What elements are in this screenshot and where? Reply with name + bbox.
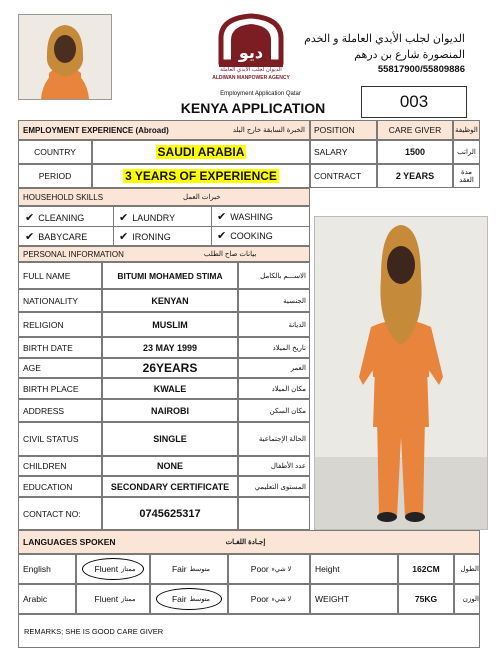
salary-value-cell — [377, 140, 453, 164]
logo-english-text: ALDIWAN MANPOWER AGENCY — [212, 75, 290, 81]
language-fair-ar: متوسط — [189, 566, 211, 573]
period-label: PERIOD — [38, 171, 72, 181]
check-icon: ✔ — [119, 212, 129, 224]
personal-ar-cell — [238, 497, 310, 530]
personal-ar: المستوى التعليمي — [254, 483, 306, 491]
language-poor-label: Poor — [250, 564, 269, 574]
personal-ar: مكان الميلاد — [271, 385, 306, 393]
remarks-text: REMARKS; SHE IS GOOD CARE GIVER — [24, 626, 164, 636]
selection-circle — [82, 558, 144, 580]
personal-label-cell — [18, 422, 102, 456]
language-poor-cell — [228, 554, 310, 584]
personal-label-cell — [18, 289, 102, 312]
check-icon: ✔ — [25, 231, 35, 243]
personal-value: 26YEARS — [142, 361, 198, 375]
position-ar-cell — [453, 120, 480, 140]
height-ar-cell — [454, 554, 480, 584]
check-icon: ✔ — [119, 231, 129, 243]
skill-cleaning: ✔ CLEANING — [25, 212, 85, 224]
personal-ar: عدد الأطفال — [270, 463, 306, 470]
period-value-cell — [92, 164, 310, 188]
languages-header-ar: إجـادة اللغـات — [225, 539, 266, 546]
reference-number: 003 — [399, 92, 429, 111]
country-label: COUNTRY — [34, 147, 76, 157]
language-fluent-label: Fluent — [94, 564, 119, 574]
personal-ar: الاســـم بالكامل — [260, 272, 306, 280]
language-fluent-ar: ممتاز — [121, 566, 136, 573]
selection-circle — [156, 588, 222, 610]
personal-label: CONTACT NO: — [23, 508, 81, 519]
skill-ironing: ✔ IRONING — [119, 231, 171, 243]
personal-value-cell — [102, 399, 238, 422]
language-poor-ar: لا شيء — [271, 566, 292, 573]
personal-ar-cell — [238, 312, 310, 337]
personal-ar-cell — [238, 358, 310, 378]
position-label: POSITION — [314, 125, 355, 135]
form-subtitle: Employment Application Qatar — [220, 91, 301, 97]
personal-label-cell — [18, 337, 102, 358]
contract-ar: مدة العقد — [459, 169, 474, 184]
languages-header — [18, 530, 480, 554]
personal-label-cell — [18, 476, 102, 497]
personal-value-cell — [102, 497, 238, 530]
personal-value-cell — [102, 422, 238, 456]
personal-value: NAIROBI — [151, 405, 189, 416]
agency-arabic-line2: المنصورة شارع بن درهم — [354, 49, 465, 61]
personal-ar-cell — [238, 378, 310, 399]
contract-value: 2 YEARS — [395, 171, 435, 181]
position-label-cell — [310, 120, 377, 140]
agency-arabic-line1: الديوان لجلب الأيدي العاملة و الخدم — [304, 33, 465, 45]
personal-label-cell — [18, 497, 102, 530]
personal-label-cell — [18, 312, 102, 337]
personal-value-cell — [102, 262, 238, 289]
skills-header-en: HOUSEHOLD SKILLS — [23, 192, 104, 202]
weight-ar: الوزن — [462, 596, 479, 603]
personal-label: FULL NAME — [23, 270, 71, 281]
personal-value: KWALE — [153, 383, 187, 394]
period-label-cell — [18, 164, 92, 188]
personal-ar: العمر — [290, 365, 306, 372]
language-fair-label: Fair — [171, 564, 187, 574]
language-fluent-ar: ممتاز — [121, 596, 136, 603]
language-name: Arabic — [23, 594, 48, 604]
language-poor-cell — [228, 584, 310, 614]
personal-value-cell — [102, 358, 238, 378]
contract-label-cell — [310, 164, 377, 188]
skill-washing: ✔ WASHING — [217, 211, 273, 223]
personal-value: SINGLE — [153, 434, 187, 444]
contract-ar-cell — [453, 164, 480, 188]
personal-label: CIVIL STATUS — [23, 434, 79, 444]
logo-arabic-text: الديوان لجلب الأيدي العاملة — [220, 67, 282, 73]
language-fair-ar: متوسط — [189, 596, 211, 603]
languages-header-en: LANGUAGES SPOKEN — [23, 537, 116, 547]
reference-number-box — [361, 86, 467, 118]
personal-ar-cell — [238, 476, 310, 497]
personal-ar: مكان السكن — [269, 407, 306, 415]
check-icon: ✔ — [217, 211, 227, 223]
weight-value-cell — [398, 584, 454, 614]
personal-label-cell — [18, 358, 102, 378]
skill-babycare: ✔ BABYCARE — [25, 231, 88, 243]
language-poor-label: Poor — [250, 594, 269, 604]
personal-label: AGE — [23, 363, 41, 373]
personal-value-cell — [102, 289, 238, 312]
personal-header-en: PERSONAL INFORMATION — [23, 249, 124, 259]
personal-value: SECONDARY CERTIFICATE — [110, 481, 230, 492]
personal-label-cell — [18, 378, 102, 399]
personal-label: ADDRESS — [23, 405, 65, 416]
height-label: Height — [315, 564, 340, 574]
height-value-cell — [398, 554, 454, 584]
agency-phones: 55817900/55809886 — [377, 64, 465, 75]
skill-laundry: ✔ LAUNDRY — [119, 212, 176, 224]
personal-header — [18, 246, 310, 262]
check-icon: ✔ — [217, 230, 227, 242]
country-value: SAUDI ARABIA — [157, 145, 245, 159]
personal-ar: تاريخ الميلاد — [272, 344, 306, 352]
language-name-cell — [18, 584, 76, 614]
language-name-cell — [18, 554, 76, 584]
height-value: 162CM — [412, 564, 440, 574]
experience-header — [18, 120, 310, 140]
height-ar: الطول — [460, 566, 479, 573]
svg-text:ديو: ديو — [238, 43, 264, 62]
personal-ar: الديانة — [288, 321, 306, 329]
personal-value: MUSLIM — [152, 319, 188, 330]
personal-value: 23 MAY 1999 — [142, 342, 198, 353]
personal-value: BITUMI MOHAMED STIMA — [117, 270, 223, 281]
language-name: English — [23, 564, 51, 574]
personal-label-cell — [18, 262, 102, 289]
form-title: KENYA APPLICATION — [180, 100, 326, 116]
country-label-cell — [18, 140, 92, 164]
position-ar: الوظيفة — [455, 127, 478, 134]
language-fluent-label: Fluent — [94, 594, 119, 604]
weight-ar-cell — [454, 584, 480, 614]
language-poor-ar: لا شيء — [271, 596, 292, 603]
personal-ar-cell — [238, 289, 310, 312]
contract-value-cell — [377, 164, 453, 188]
personal-label: NATIONALITY — [23, 295, 79, 306]
skills-header-ar: خبرات العمل — [183, 194, 221, 201]
personal-value-cell — [102, 476, 238, 497]
check-icon: ✔ — [25, 212, 35, 224]
period-value: 3 YEARS OF EXPERIENCE — [125, 169, 277, 183]
position-value: CARE GIVER — [388, 125, 442, 135]
language-fluent-cell — [76, 584, 150, 614]
personal-label: BIRTH DATE — [23, 342, 73, 353]
personal-value-cell — [102, 312, 238, 337]
personal-label: CHILDREN — [23, 461, 67, 471]
personal-ar: الجنسية — [283, 297, 306, 305]
salary-value: 1500 — [404, 147, 426, 157]
height-label-cell — [310, 554, 398, 584]
full-body-photo — [314, 216, 488, 530]
weight-label-cell — [310, 584, 398, 614]
language-fair-cell — [150, 554, 228, 584]
salary-label-cell — [310, 140, 377, 164]
position-value-cell — [377, 120, 453, 140]
personal-ar: الحالة الإجتماعية — [258, 436, 306, 443]
personal-ar-cell — [238, 399, 310, 422]
personal-label: EDUCATION — [23, 481, 73, 492]
contract-label: CONTRACT — [314, 171, 362, 181]
personal-ar-cell — [238, 422, 310, 456]
salary-label: SALARY — [314, 147, 348, 157]
language-fair-label: Fair — [171, 594, 187, 604]
personal-value: 0745625317 — [139, 507, 201, 520]
personal-label: RELIGION — [23, 319, 64, 330]
salary-ar: الراتب — [457, 149, 476, 156]
personal-value-cell — [102, 337, 238, 358]
personal-value-cell — [102, 378, 238, 399]
personal-value-cell — [102, 456, 238, 476]
personal-label-cell — [18, 399, 102, 422]
salary-ar-cell — [453, 140, 480, 164]
remarks-cell — [18, 614, 480, 648]
portrait-photo-small — [18, 14, 112, 100]
skill-cooking: ✔ COOKING — [217, 230, 273, 242]
personal-header-ar: بيانات صاح الطلب — [203, 251, 257, 258]
personal-label: BIRTH PLACE — [23, 383, 79, 394]
weight-value: 75KG — [414, 594, 438, 604]
personal-value: KENYAN — [151, 295, 189, 306]
personal-ar-cell — [238, 262, 310, 289]
personal-value: NONE — [156, 461, 183, 471]
personal-label-cell — [18, 456, 102, 476]
country-value-cell — [92, 140, 310, 164]
personal-ar-cell — [238, 337, 310, 358]
weight-label: WEIGHT — [315, 594, 349, 604]
experience-header-en: EMPLOYMENT EXPERIENCE (Abroad) — [23, 125, 169, 135]
personal-ar-cell — [238, 456, 310, 476]
skills-header — [18, 188, 310, 206]
experience-header-ar: الخبرة السابقة خارج البلد — [232, 127, 305, 134]
skills-grid — [18, 206, 310, 246]
